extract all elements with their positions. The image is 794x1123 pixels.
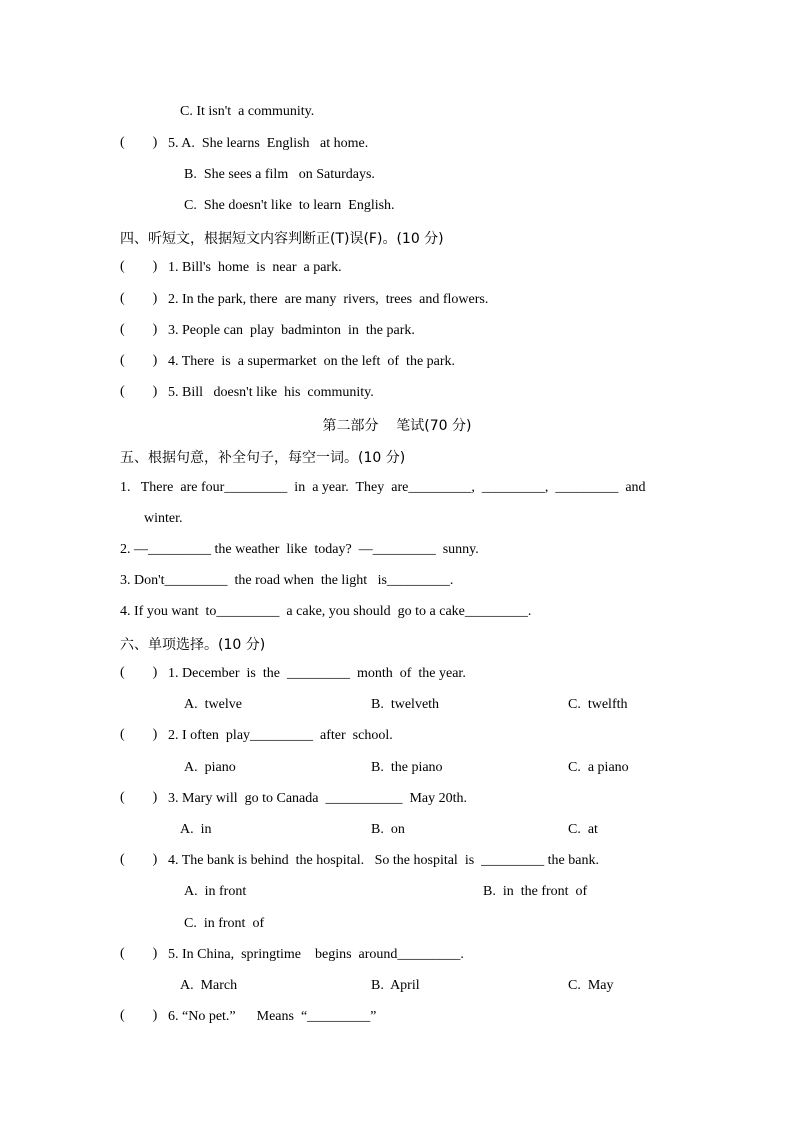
fill-blank-q2: 2. —_________ the weather like today? —_________ sunny. — [120, 542, 479, 557]
option-c[interactable]: C. at — [568, 822, 598, 837]
question-text: 2. In the park, there are many rivers, trees and flowers. — [168, 292, 489, 307]
part-2-title: 第二部分 笔试(70 分) — [322, 418, 472, 434]
answer-bracket[interactable]: ( ) — [120, 946, 158, 961]
fill-blank-q3: 3. Don't_________ the road when the light is_________. — [120, 573, 454, 588]
question-text: 4. There is a supermarket on the left of the park. — [168, 354, 456, 369]
answer-bracket[interactable]: ( ) — [120, 727, 158, 742]
question-text: 3. People can play badminton in the park. — [168, 323, 415, 338]
question-text: 5. Bill doesn't like his community. — [168, 385, 374, 400]
answer-bracket[interactable]: ( ) — [120, 1008, 158, 1023]
answer-bracket[interactable]: ( ) — [120, 135, 158, 150]
question-text: 4. The bank is behind the hospital. So the hospital is _________ the bank. — [168, 853, 599, 868]
option-c[interactable]: C. twelfth — [568, 697, 628, 712]
fill-blank-q1-cont: winter. — [144, 511, 183, 526]
question-text: 5. A. She learns English at home. — [168, 136, 369, 151]
question-text: 1. December is the _________ month of the year. — [168, 666, 466, 681]
answer-bracket[interactable]: ( ) — [120, 353, 158, 368]
option-b[interactable]: B. twelveth — [371, 697, 440, 712]
option-a[interactable]: A. March — [180, 978, 238, 993]
answer-bracket[interactable]: ( ) — [120, 384, 158, 399]
option-a[interactable]: A. piano — [184, 760, 236, 775]
option-c[interactable]: C. May — [568, 978, 614, 993]
answer-bracket[interactable]: ( ) — [120, 259, 158, 274]
answer-bracket[interactable]: ( ) — [120, 852, 158, 867]
option-a[interactable]: A. in front — [184, 884, 247, 899]
option-b[interactable]: B. on — [371, 822, 405, 837]
question-text: 2. I often play_________ after school. — [168, 728, 393, 743]
question-text: 5. In China, springtime begins around_________. — [168, 947, 464, 962]
option-a[interactable]: A. twelve — [184, 697, 242, 712]
option-c[interactable]: C. in front of — [184, 916, 265, 931]
answer-bracket[interactable]: ( ) — [120, 291, 158, 306]
option-b: B. She sees a film on Saturdays. — [184, 167, 375, 182]
section-5-title: 五、根据句意，补全句子，每空一词。(10 分) — [120, 450, 406, 466]
q4-option-c: C. It isn't a community. — [180, 104, 315, 119]
answer-bracket[interactable]: ( ) — [120, 322, 158, 337]
question-text: 3. Mary will go to Canada ___________ May 20th. — [168, 791, 468, 806]
fill-blank-q4: 4. If you want to_________ a cake, you should go to a cake_________. — [120, 604, 532, 619]
fill-blank-q1: 1. There are four_________ in a year. They are_________, _________, _________ and — [120, 480, 646, 495]
section-6-title: 六、单项选择。(10 分) — [120, 637, 266, 653]
option-c[interactable]: C. a piano — [568, 760, 629, 775]
option-b[interactable]: B. the piano — [371, 760, 443, 775]
option-a[interactable]: A. in — [180, 822, 212, 837]
answer-bracket[interactable]: ( ) — [120, 790, 158, 805]
option-c: C. She doesn't like to learn English. — [184, 198, 395, 213]
section-4-title: 四、听短文，根据短文内容判断正(T)误(F)。(10 分) — [120, 231, 444, 247]
answer-bracket[interactable]: ( ) — [120, 665, 158, 680]
question-text: 6. “No pet.” Means “_________” — [168, 1009, 377, 1024]
question-text: 1. Bill's home is near a park. — [168, 260, 342, 275]
option-b[interactable]: B. April — [371, 978, 420, 993]
option-b[interactable]: B. in the front of — [483, 884, 588, 899]
